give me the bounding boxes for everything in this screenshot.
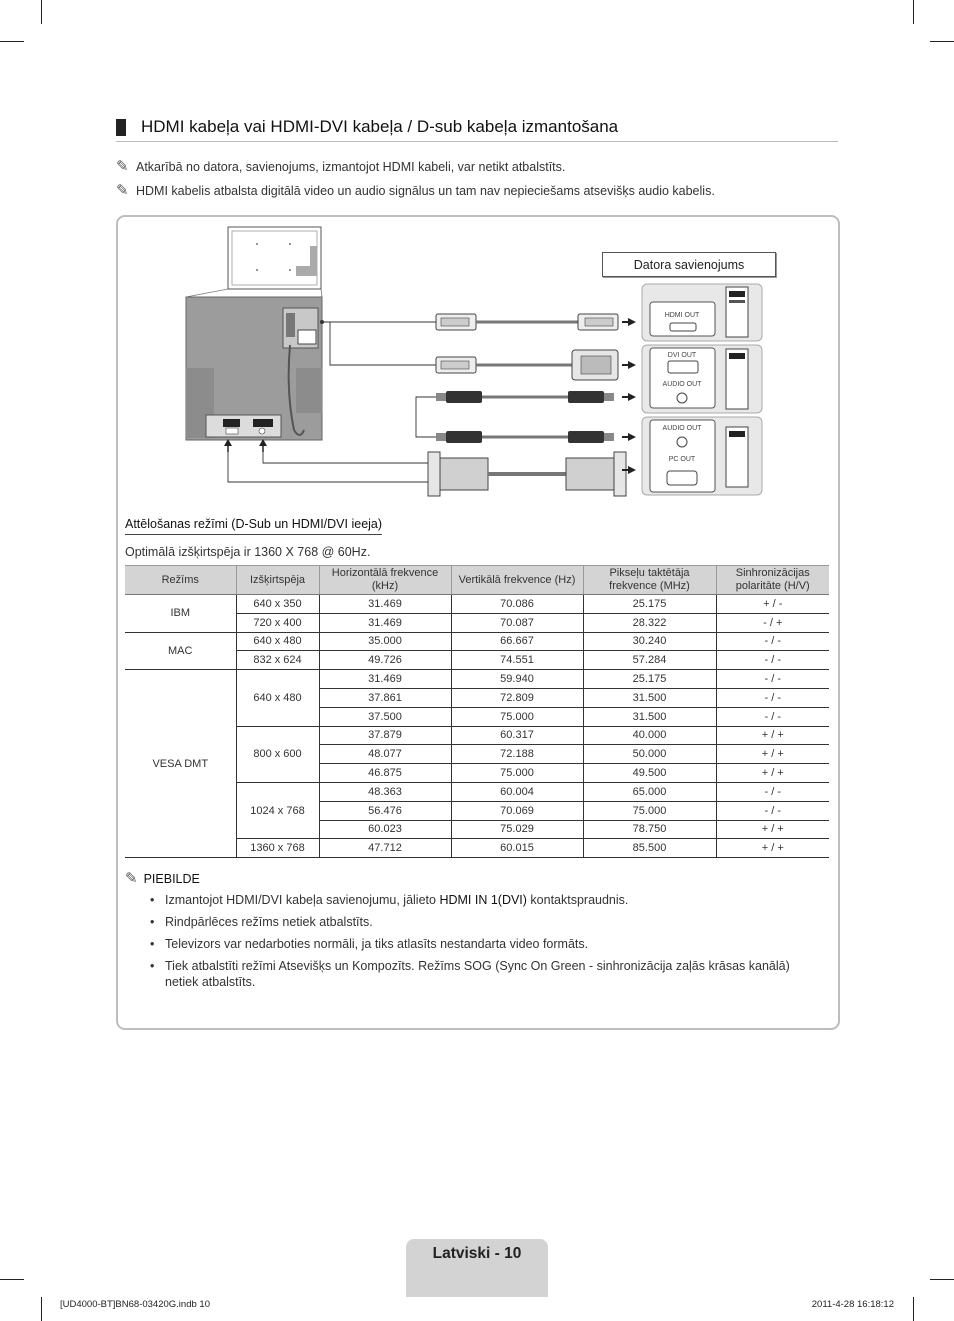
audio-out-label: AUDIO OUT bbox=[662, 381, 702, 388]
sync-polarity-cell: - / - bbox=[716, 782, 829, 801]
pixel-clock-cell: 65.000 bbox=[583, 782, 716, 801]
vertical-frequency-cell: 60.004 bbox=[451, 782, 583, 801]
heading-text: HDMI kabeļa vai HDMI-DVI kabeļa / D-sub kabeļa izmantošana bbox=[141, 117, 619, 136]
horizontal-frequency-cell: 37.500 bbox=[319, 707, 451, 726]
sync-polarity-cell: - / - bbox=[716, 801, 829, 820]
pixel-clock-cell: 50.000 bbox=[583, 745, 716, 764]
pencil-icon: ✎ bbox=[116, 182, 129, 199]
remark-text: Tiek atbalstīti režīmi Atsevišķs un Kompozīts. Režīms SOG (Sync On Green - sinhronizācija zaļās krāsas kanālā) netiek atbalstīts. bbox=[165, 959, 790, 989]
dsub-cable bbox=[428, 452, 626, 496]
table-row bbox=[125, 632, 829, 651]
pencil-icon: ✎ bbox=[116, 158, 129, 175]
horizontal-frequency-cell: 37.861 bbox=[319, 688, 451, 707]
mode-cell: IBM bbox=[125, 595, 236, 633]
horizontal-frequency-cell: 60.023 bbox=[319, 820, 451, 839]
vertical-frequency-cell: 59.940 bbox=[451, 670, 583, 689]
tv-rear-outline bbox=[228, 227, 321, 289]
vertical-frequency-cell: 74.551 bbox=[451, 651, 583, 670]
header-pixel-clock: Pikseļu taktētāja frekvence (MHz) bbox=[583, 566, 716, 595]
note-text: HDMI kabelis atbalsta digitālā video un audio signālus un tam nav nepieciešams atsevišķs audio kabelis. bbox=[136, 184, 715, 198]
vertical-frequency-cell: 75.000 bbox=[451, 764, 583, 783]
pc-hdmi-out bbox=[642, 284, 762, 341]
remark-item bbox=[150, 958, 825, 990]
horizontal-frequency-cell: 37.879 bbox=[319, 726, 451, 745]
table-row bbox=[125, 670, 829, 689]
header-vertical-frequency: Vertikālā frekvence (Hz) bbox=[451, 566, 583, 595]
mode-cell: VESA DMT bbox=[125, 670, 236, 858]
pixel-clock-cell: 28.322 bbox=[583, 613, 716, 632]
tv-input-arrows bbox=[224, 439, 267, 452]
remark-text: Izmantojot HDMI/DVI kabeļa savienojumu, jālieto bbox=[165, 893, 440, 907]
pixel-clock-cell: 25.175 bbox=[583, 670, 716, 689]
resolution-cell: 1024 x 768 bbox=[236, 782, 319, 838]
resolution-cell: 800 x 600 bbox=[236, 726, 319, 782]
remark-item bbox=[150, 936, 825, 952]
vertical-frequency-cell: 75.029 bbox=[451, 820, 583, 839]
sync-polarity-cell: - / - bbox=[716, 651, 829, 670]
pixel-clock-cell: 31.500 bbox=[583, 688, 716, 707]
pixel-clock-cell: 25.175 bbox=[583, 595, 716, 614]
resolution-cell: 1360 x 768 bbox=[236, 839, 319, 858]
pixel-clock-cell: 30.240 bbox=[583, 632, 716, 651]
vertical-frequency-cell: 60.317 bbox=[451, 726, 583, 745]
sync-polarity-cell: - / - bbox=[716, 688, 829, 707]
crop-mark bbox=[913, 1297, 914, 1321]
hdmi-cable bbox=[436, 314, 618, 330]
pixel-clock-cell: 85.500 bbox=[583, 839, 716, 858]
sync-polarity-cell: + / + bbox=[716, 764, 829, 783]
mode-cell: MAC bbox=[125, 632, 236, 670]
resolution-cell: 640 x 350 bbox=[236, 595, 319, 614]
sync-polarity-cell: - / - bbox=[716, 707, 829, 726]
pixel-clock-cell: 49.500 bbox=[583, 764, 716, 783]
tv-terminal-panel bbox=[186, 297, 322, 440]
horizontal-frequency-cell: 49.726 bbox=[319, 651, 451, 670]
header-horizontal-frequency: Horizontālā frekvence (kHz) bbox=[319, 566, 451, 595]
crop-mark bbox=[930, 1279, 954, 1280]
horizontal-frequency-cell: 31.469 bbox=[319, 613, 451, 632]
pc-dvi-out bbox=[642, 345, 762, 413]
header-sync-polarity: Sinhronizācijas polaritāte (H/V) bbox=[716, 566, 829, 595]
remark-emphasis: HDMI IN 1(DVI) bbox=[439, 893, 527, 907]
remark-text: Rindpārlēces režīms netiek atbalstīts. bbox=[165, 915, 373, 929]
resolution-cell: 720 x 400 bbox=[236, 613, 319, 632]
remark-text: Televizors var nedarboties normāli, ja tiks atlasīts nestandarta video formāts. bbox=[165, 937, 589, 951]
display-modes-table bbox=[125, 565, 829, 858]
horizontal-frequency-cell: 31.469 bbox=[319, 670, 451, 689]
resolution-cell: 832 x 624 bbox=[236, 651, 319, 670]
sync-polarity-cell: + / + bbox=[716, 839, 829, 858]
horizontal-frequency-cell: 56.476 bbox=[319, 801, 451, 820]
remark-title bbox=[125, 869, 200, 887]
sync-polarity-cell: - / + bbox=[716, 613, 829, 632]
horizontal-frequency-cell: 46.875 bbox=[319, 764, 451, 783]
horizontal-frequency-cell: 47.712 bbox=[319, 839, 451, 858]
remark-title-text: PIEBILDE bbox=[143, 872, 200, 886]
sync-polarity-cell: - / - bbox=[716, 670, 829, 689]
resolution-cell: 640 x 480 bbox=[236, 670, 319, 726]
footer-timestamp: 2011-4-28 16:18:12 bbox=[811, 1299, 894, 1310]
pc-dsub-out bbox=[642, 417, 762, 495]
table-header-row bbox=[125, 566, 829, 595]
remark-item bbox=[150, 892, 825, 908]
header-mode: Režīms bbox=[125, 566, 236, 595]
sync-polarity-cell: + / + bbox=[716, 726, 829, 745]
remark-item bbox=[150, 914, 825, 930]
table-row bbox=[125, 595, 829, 614]
modes-title: Attēlošanas režīmi (D-Sub un HDMI/DVI ieeja) bbox=[125, 517, 382, 535]
sync-polarity-cell: + / - bbox=[716, 595, 829, 614]
pc-arrows bbox=[622, 318, 636, 474]
pc-out-label: PC OUT bbox=[668, 456, 696, 463]
header-resolution: Izšķirtspēja bbox=[236, 566, 319, 595]
vertical-frequency-cell: 72.188 bbox=[451, 745, 583, 764]
computer-connection-label: Datora savienojums bbox=[602, 252, 776, 277]
horizontal-frequency-cell: 35.000 bbox=[319, 632, 451, 651]
vertical-frequency-cell: 75.000 bbox=[451, 707, 583, 726]
vertical-frequency-cell: 70.087 bbox=[451, 613, 583, 632]
pencil-icon: ✎ bbox=[125, 870, 138, 887]
footer-file: [UD4000-BT]BN68-03420G.indb 10 bbox=[60, 1299, 210, 1310]
horizontal-frequency-cell: 48.363 bbox=[319, 782, 451, 801]
vertical-frequency-cell: 70.086 bbox=[451, 595, 583, 614]
vertical-frequency-cell: 60.015 bbox=[451, 839, 583, 858]
sync-polarity-cell: + / + bbox=[716, 820, 829, 839]
vertical-frequency-cell: 70.069 bbox=[451, 801, 583, 820]
pixel-clock-cell: 40.000 bbox=[583, 726, 716, 745]
horizontal-frequency-cell: 48.077 bbox=[319, 745, 451, 764]
remark-list bbox=[150, 892, 825, 996]
hdmi-out-label: HDMI OUT bbox=[664, 312, 700, 319]
sync-polarity-cell: - / - bbox=[716, 632, 829, 651]
crop-mark bbox=[41, 1297, 42, 1321]
horizontal-frequency-cell: 31.469 bbox=[319, 595, 451, 614]
pixel-clock-cell: 78.750 bbox=[583, 820, 716, 839]
audio-out-label: AUDIO OUT bbox=[662, 425, 702, 432]
page-number: Latviski - 10 bbox=[406, 1239, 548, 1297]
vertical-frequency-cell: 66.667 bbox=[451, 632, 583, 651]
pixel-clock-cell: 75.000 bbox=[583, 801, 716, 820]
crop-mark bbox=[0, 1279, 24, 1280]
resolution-cell: 640 x 480 bbox=[236, 632, 319, 651]
vertical-frequency-cell: 72.809 bbox=[451, 688, 583, 707]
hdmi-dvi-cable bbox=[436, 350, 618, 380]
connection-diagram bbox=[0, 0, 954, 520]
note-text: Atkarībā no datora, savienojums, izmantojot HDMI kabeli, var netikt atbalstīts. bbox=[136, 160, 566, 174]
optimal-resolution: Optimālā izšķirtspēja ir 1360 X 768 @ 60Hz. bbox=[125, 545, 371, 559]
remark-text: kontaktspraudnis. bbox=[526, 893, 629, 907]
sync-polarity-cell: + / + bbox=[716, 745, 829, 764]
pixel-clock-cell: 31.500 bbox=[583, 707, 716, 726]
audio-cable bbox=[436, 391, 614, 403]
dvi-out-label: DVI OUT bbox=[667, 352, 697, 359]
audio-cable bbox=[436, 431, 614, 443]
pixel-clock-cell: 57.284 bbox=[583, 651, 716, 670]
